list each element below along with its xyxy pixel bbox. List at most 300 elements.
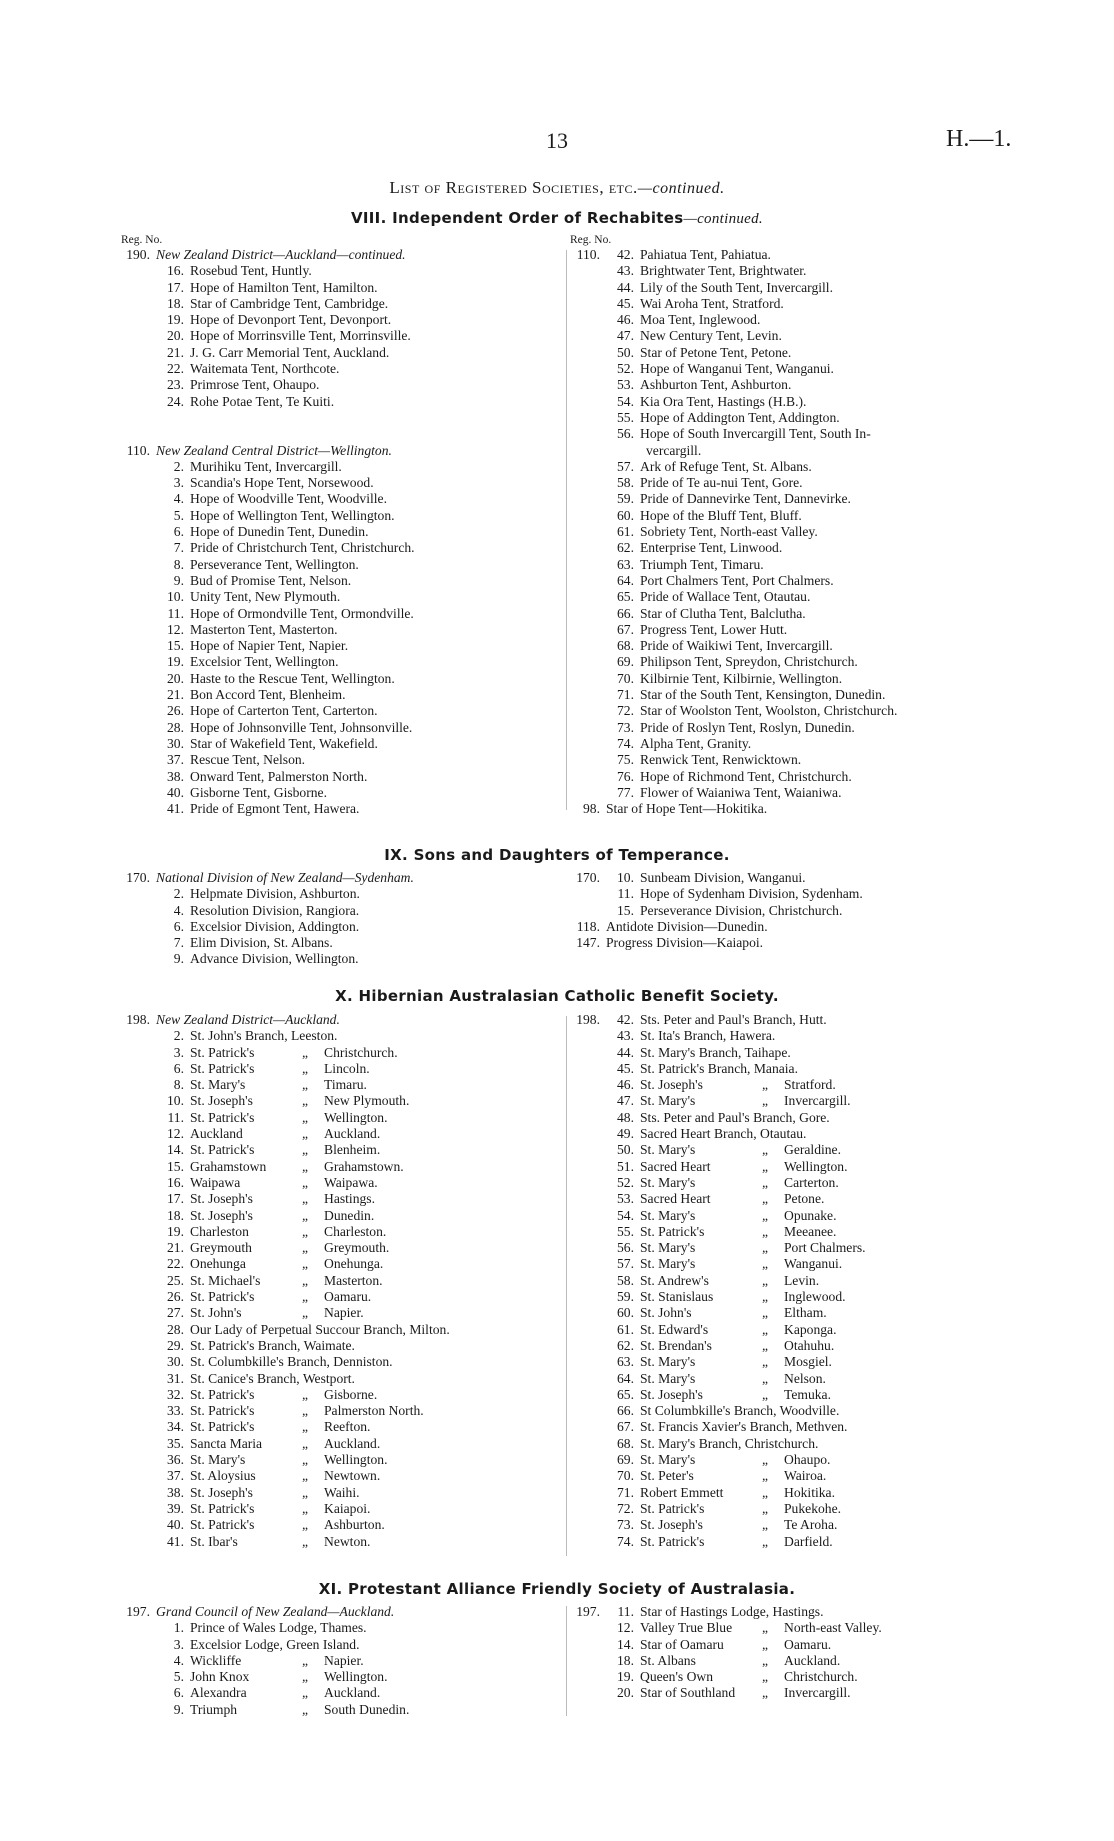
list-item (118, 426, 563, 442)
entry-text: Hope of Richmond Tent, Christchurch. (640, 768, 852, 784)
ditto-mark: „ (761, 1305, 769, 1321)
entry-number: 62. (617, 540, 634, 556)
place-name: Kaiapoi. (324, 1500, 371, 1516)
list-item (118, 736, 563, 752)
place-name: Auckland. (324, 1435, 381, 1451)
entry-text: Sacred Heart Branch, Otautau. (640, 1126, 807, 1142)
entry-number: 55. (617, 409, 634, 425)
place-name: Mosgiel. (784, 1354, 832, 1370)
entry-number: 20. (167, 670, 184, 686)
place-name: Newtown. (324, 1468, 381, 1484)
ditto-mark: „ (301, 1207, 309, 1223)
entry-text: Perseverance Tent, Wellington. (190, 556, 359, 572)
entry-text: Hope of the Bluff Tent, Bluff. (640, 507, 802, 523)
list-item (118, 1077, 563, 1093)
entry-number: 30. (167, 1354, 184, 1370)
entry-text: Star of Hastings Lodge, Hastings. (640, 1604, 824, 1619)
entry-text: Hope of Addington Tent, Addington. (640, 409, 840, 425)
branch-name: St. Patrick's (190, 1386, 255, 1402)
list-item (568, 361, 1018, 377)
entry-number: 19. (167, 312, 184, 328)
list-item (118, 752, 563, 768)
entry-number: 32. (167, 1386, 184, 1402)
list-item (568, 1012, 1018, 1028)
place-name: Napier. (324, 1305, 364, 1321)
place-name: Levin. (784, 1272, 820, 1288)
list-item (568, 703, 1018, 719)
branch-name: Onehunga (190, 1256, 246, 1272)
reg-number: 190. (126, 247, 150, 262)
list-item (568, 935, 1018, 951)
list-item (568, 687, 1018, 703)
ditto-mark: „ (761, 1452, 769, 1468)
entry-number: 6. (173, 918, 184, 934)
list-item (118, 589, 563, 605)
list-item (118, 443, 563, 459)
place-name: Wairoa. (784, 1468, 827, 1484)
entry-number: 3. (173, 1044, 184, 1060)
list-item (118, 1126, 563, 1142)
entry-number: 41. (167, 1533, 184, 1549)
branch-name: Wickliffe (190, 1652, 242, 1668)
list-item (568, 1468, 1018, 1484)
list-item (568, 1289, 1018, 1305)
entry-text: St. Ita's Branch, Hawera. (640, 1028, 776, 1044)
entry-text: New Century Tent, Levin. (640, 328, 782, 344)
list-item (568, 1354, 1018, 1370)
list-item (118, 1012, 563, 1028)
list-item (118, 654, 563, 670)
branch-name: St. Mary's (640, 1207, 696, 1223)
list-item (568, 394, 1018, 410)
section-title-viii (0, 209, 1114, 228)
ditto-mark: „ (301, 1272, 309, 1288)
entry-number: 19. (167, 654, 184, 670)
entry-number: 4. (173, 902, 184, 918)
ditto-mark: „ (301, 1386, 309, 1402)
entry-number: 22. (167, 1256, 184, 1272)
list-item (568, 886, 1018, 902)
branch-name: St. Mary's (640, 1093, 696, 1109)
entry-number: 10. (167, 589, 184, 605)
branch-name: St. Patrick's (640, 1533, 705, 1549)
list-title-text: List of Registered Societies, etc. (389, 178, 638, 197)
list-item (568, 1273, 1018, 1289)
reg-number: 197. (576, 1604, 600, 1619)
ditto-mark: „ (301, 1060, 309, 1076)
entry-number: 57. (617, 458, 634, 474)
ditto-mark: „ (301, 1484, 309, 1500)
list-item (568, 870, 1018, 886)
entry-number: 59. (617, 491, 634, 507)
list-item (118, 638, 563, 654)
ditto-mark: „ (301, 1419, 309, 1435)
branch-name: St. Stanislaus (640, 1289, 714, 1305)
list-item (118, 394, 563, 410)
section-ix-left-column (118, 870, 563, 968)
column-divider (566, 1606, 567, 1716)
entry-text: Port Chalmers Tent, Port Chalmers. (640, 572, 834, 588)
entry-number: 46. (617, 1077, 634, 1093)
entry-text: Alpha Tent, Granity. (640, 735, 752, 751)
entry-number: 18. (617, 1652, 634, 1668)
ditto-mark: „ (761, 1191, 769, 1207)
list-item (118, 687, 563, 703)
list-item (118, 1191, 563, 1207)
entry-number: 36. (167, 1452, 184, 1468)
entry-number: 68. (617, 638, 634, 654)
place-name: Ohaupo. (784, 1452, 831, 1468)
branch-name: Sacred Heart (640, 1191, 711, 1207)
section-xi-right-column (568, 1604, 1018, 1702)
place-name: Wellington. (324, 1109, 388, 1125)
entry-number: 27. (167, 1305, 184, 1321)
list-item (118, 328, 563, 344)
entry-number: 5. (173, 507, 184, 523)
place-name: Wanganui. (784, 1256, 843, 1272)
entry-number: 74. (617, 735, 634, 751)
entry-number: 5. (173, 1669, 184, 1685)
branch-name: St. Mary's (190, 1077, 246, 1093)
branch-name: St. Patrick's (640, 1500, 705, 1516)
branch-name: St. Mary's (640, 1452, 696, 1468)
branch-name: Auckland (190, 1126, 243, 1142)
entry-text: Haste to the Rescue Tent, Wellington. (190, 670, 395, 686)
list-item (118, 1501, 563, 1517)
entry-text: St. John's Branch, Leeston. (190, 1028, 338, 1044)
branch-name: St. Patrick's (190, 1142, 255, 1158)
entry-number: 11. (617, 886, 634, 902)
entry-text: Waitemata Tent, Northcote. (190, 361, 340, 377)
list-item (568, 1419, 1018, 1435)
entry-number: 38. (167, 768, 184, 784)
entry-number: 20. (617, 1685, 634, 1701)
entry-number: 46. (617, 312, 634, 328)
place-name: North-east Valley. (784, 1620, 882, 1636)
list-item (568, 1653, 1018, 1669)
district-heading: New Zealand Central District—Wellington. (156, 442, 392, 458)
entry-number: 44. (617, 279, 634, 295)
ditto-mark: „ (301, 1701, 309, 1717)
list-item (568, 1077, 1018, 1093)
branch-name: Grahamstown (190, 1158, 267, 1174)
entry-number: 37. (167, 752, 184, 768)
list-item (118, 1637, 563, 1653)
list-item (568, 1191, 1018, 1207)
list-item (568, 263, 1018, 279)
entry-number: 77. (617, 784, 634, 800)
entry-number: 61. (617, 1321, 634, 1337)
list-item (118, 1387, 563, 1403)
list-item (118, 1093, 563, 1109)
list-item (568, 919, 1018, 935)
place-name: Petone. (784, 1191, 825, 1207)
list-item (568, 1685, 1018, 1701)
entry-number: 43. (617, 263, 634, 279)
entry-text: Star of Cambridge Tent, Cambridge. (190, 295, 389, 311)
ditto-mark: „ (761, 1636, 769, 1652)
ditto-mark: „ (301, 1256, 309, 1272)
entry-number: 23. (167, 377, 184, 393)
entry-number: 72. (617, 1500, 634, 1516)
ditto-mark: „ (761, 1256, 769, 1272)
place-name: Wellington. (324, 1669, 388, 1685)
branch-name: St. Patrick's (190, 1517, 255, 1533)
entry-number: 29. (167, 1337, 184, 1353)
entry-text: Pride of Dannevirke Tent, Dannevirke. (640, 491, 851, 507)
reg-number: 110. (576, 247, 600, 262)
list-item (568, 1387, 1018, 1403)
place-name: Oamaru. (324, 1289, 372, 1305)
list-item (568, 785, 1018, 801)
reg-number: 98. (583, 801, 600, 817)
list-item (568, 671, 1018, 687)
entry-text: Hope of Dunedin Tent, Dunedin. (190, 524, 369, 540)
place-name: Christchurch. (784, 1669, 858, 1685)
ditto-mark: „ (761, 1142, 769, 1158)
branch-name: St. Joseph's (190, 1191, 253, 1207)
section-title-viii-continued: —continued. (683, 211, 763, 227)
list-item (118, 573, 563, 589)
entry-number: 73. (617, 719, 634, 735)
ditto-mark: „ (301, 1077, 309, 1093)
entry-number: 68. (617, 1435, 634, 1451)
entry-text: Star of Wakefield Tent, Wakefield. (190, 735, 378, 751)
place-name: Pukekohe. (784, 1500, 842, 1516)
entry-number: 50. (617, 344, 634, 360)
entry-number: 6. (173, 524, 184, 540)
entry-text: Perseverance Division, Christchurch. (640, 902, 843, 918)
section-viii-right-column (568, 247, 1018, 817)
entry-number: 40. (167, 784, 184, 800)
place-name: Wellington. (784, 1158, 848, 1174)
list-item (568, 589, 1018, 605)
entry-number: 11. (167, 1109, 184, 1125)
column-divider (566, 250, 567, 810)
list-item (568, 573, 1018, 589)
ditto-mark: „ (761, 1669, 769, 1685)
place-name: Invercargill. (784, 1685, 851, 1701)
entry-number: 4. (173, 1652, 184, 1668)
entry-text: Star of Woolston Tent, Woolston, Christchurch. (640, 703, 898, 719)
list-item (568, 1061, 1018, 1077)
place-name: Meeanee. (784, 1223, 837, 1239)
section-xi-left-column (118, 1604, 563, 1718)
entry-number: 39. (167, 1500, 184, 1516)
ditto-mark: „ (761, 1207, 769, 1223)
reg-number: 110. (126, 442, 150, 458)
list-item (118, 475, 563, 491)
place-name: Oamaru. (784, 1636, 832, 1652)
place-name: Masterton. (324, 1272, 383, 1288)
entry-text: Unity Tent, New Plymouth. (190, 589, 341, 605)
list-item (568, 903, 1018, 919)
list-item (568, 1322, 1018, 1338)
list-item (118, 1305, 563, 1321)
entry-number: 20. (167, 328, 184, 344)
entry-number: 41. (167, 801, 184, 817)
entry-number: 3. (173, 475, 184, 491)
entry-number: 1. (173, 1620, 184, 1636)
place-name: Christchurch. (324, 1044, 398, 1060)
entry-number: 7. (173, 935, 184, 951)
entry-text: Enterprise Tent, Linwood. (640, 540, 783, 556)
branch-name: St. Patrick's (190, 1060, 255, 1076)
list-item (118, 247, 563, 263)
entry-number: 9. (173, 1701, 184, 1717)
list-item (568, 606, 1018, 622)
entry-text: Kilbirnie Tent, Kilbirnie, Wellington. (640, 670, 843, 686)
entry-text: Helpmate Division, Ashburton. (190, 886, 360, 902)
list-item (568, 1452, 1018, 1468)
list-item (118, 1354, 563, 1370)
branch-name: St. Andrew's (640, 1272, 709, 1288)
entry-number: 49. (617, 1126, 634, 1142)
list-item (118, 870, 563, 886)
entry-number: 17. (167, 279, 184, 295)
list-item (568, 508, 1018, 524)
entry-number: 76. (617, 768, 634, 784)
list-item (118, 410, 563, 426)
entry-number: 72. (617, 703, 634, 719)
entry-text: Onward Tent, Palmerston North. (190, 768, 368, 784)
entry-number: 42. (617, 1012, 634, 1027)
entry-text: Bud of Promise Tent, Nelson. (190, 572, 352, 588)
entry-number: 12. (167, 1126, 184, 1142)
entry-number: 61. (617, 524, 634, 540)
list-item (118, 280, 563, 296)
place-name: Newton. (324, 1533, 371, 1549)
list-item (118, 720, 563, 736)
place-name: Onehunga. (324, 1256, 384, 1272)
entry-number: 45. (617, 1060, 634, 1076)
list-item (568, 540, 1018, 556)
entry-text: Star of Clutha Tent, Balclutha. (640, 605, 806, 621)
entry-number: 15. (167, 638, 184, 654)
list-item (118, 919, 563, 935)
list-item (568, 1534, 1018, 1550)
branch-name: St. Joseph's (640, 1517, 703, 1533)
list-item (118, 1468, 563, 1484)
list-item (568, 475, 1018, 491)
place-name: Kaponga. (784, 1321, 837, 1337)
list-item (118, 1208, 563, 1224)
entry-number: 58. (617, 1272, 634, 1288)
entry-number: 64. (617, 1370, 634, 1386)
ditto-mark: „ (301, 1669, 309, 1685)
entry-number: 50. (617, 1142, 634, 1158)
ditto-mark: „ (761, 1468, 769, 1484)
entry-text: Antidote Division—Dunedin. (606, 918, 768, 934)
entry-text: Pride of Waikiwi Tent, Invercargill. (640, 638, 833, 654)
list-item (568, 443, 1018, 459)
list-item (118, 1322, 563, 1338)
entry-number: 54. (617, 393, 634, 409)
entry-number: 71. (617, 1484, 634, 1500)
ditto-mark: „ (761, 1174, 769, 1190)
branch-name: Greymouth (190, 1240, 252, 1256)
entry-text: St. Patrick's Branch, Manaia. (640, 1060, 798, 1076)
ditto-mark: „ (301, 1517, 309, 1533)
entry-number: 28. (167, 719, 184, 735)
branch-name: St. Joseph's (190, 1207, 253, 1223)
list-item (118, 1061, 563, 1077)
entry-text: Philipson Tent, Spreydon, Christchurch. (640, 654, 858, 670)
ditto-mark: „ (301, 1223, 309, 1239)
entry-text: Elim Division, St. Albans. (190, 935, 333, 951)
list-item (568, 491, 1018, 507)
entry-number: 19. (167, 1223, 184, 1239)
entry-number: 45. (617, 295, 634, 311)
entry-number: 54. (617, 1207, 634, 1223)
section-viii-left-column (118, 247, 563, 817)
entry-text: Prince of Wales Lodge, Thames. (190, 1620, 367, 1636)
list-item (118, 1419, 563, 1435)
branch-name: St. Mary's (640, 1370, 696, 1386)
entry-text: Star of Hope Tent—Hokitika. (606, 801, 768, 817)
entry-number: 31. (167, 1370, 184, 1386)
entry-number: 2. (173, 886, 184, 902)
list-item (568, 1240, 1018, 1256)
entry-text: Sts. Peter and Paul's Branch, Hutt. (640, 1012, 827, 1027)
ditto-mark: „ (761, 1158, 769, 1174)
list-item (118, 1403, 563, 1419)
list-item (118, 263, 563, 279)
entry-text: Wai Aroha Tent, Stratford. (640, 295, 784, 311)
list-item (568, 1028, 1018, 1044)
entry-number: 18. (167, 295, 184, 311)
list-item (118, 508, 563, 524)
entry-text: Hope of Carterton Tent, Carterton. (190, 703, 378, 719)
list-item (568, 1371, 1018, 1387)
district-heading: Grand Council of New Zealand—Auckland. (156, 1604, 395, 1619)
ditto-mark: „ (301, 1500, 309, 1516)
entry-number: 25. (167, 1272, 184, 1288)
list-item (118, 606, 563, 622)
list-item (568, 736, 1018, 752)
entry-text: Moa Tent, Inglewood. (640, 312, 761, 328)
entry-number: 52. (617, 361, 634, 377)
list-item (118, 671, 563, 687)
list-item (568, 328, 1018, 344)
entry-number: 67. (617, 621, 634, 637)
ditto-mark: „ (761, 1272, 769, 1288)
ditto-mark: „ (301, 1289, 309, 1305)
list-item (568, 1256, 1018, 1272)
entry-text: Hope of Wellington Tent, Wellington. (190, 507, 395, 523)
list-item (568, 1093, 1018, 1109)
list-item (118, 524, 563, 540)
entry-number: 2. (173, 1028, 184, 1044)
place-name: Palmerston North. (324, 1403, 424, 1419)
place-name: Nelson. (784, 1370, 826, 1386)
list-item (118, 557, 563, 573)
entry-text: Pride of Wallace Tent, Otautau. (640, 589, 811, 605)
branch-name: Queen's Own (640, 1669, 714, 1685)
list-title (0, 178, 1114, 198)
entry-text: Rescue Tent, Nelson. (190, 752, 306, 768)
place-name: Auckland. (324, 1685, 381, 1701)
ditto-mark: „ (301, 1240, 309, 1256)
list-item (118, 1273, 563, 1289)
section-title-viii-text: VIII. Independent Order of Rechabites (351, 209, 684, 227)
place-name: Ashburton. (324, 1517, 385, 1533)
entry-number: 74. (617, 1533, 634, 1549)
entry-text: St. Patrick's Branch, Waimate. (190, 1337, 355, 1353)
entry-number: 8. (173, 1077, 184, 1093)
entry-text: Resolution Division, Rangiora. (190, 902, 360, 918)
place-name: Carterton. (784, 1174, 839, 1190)
